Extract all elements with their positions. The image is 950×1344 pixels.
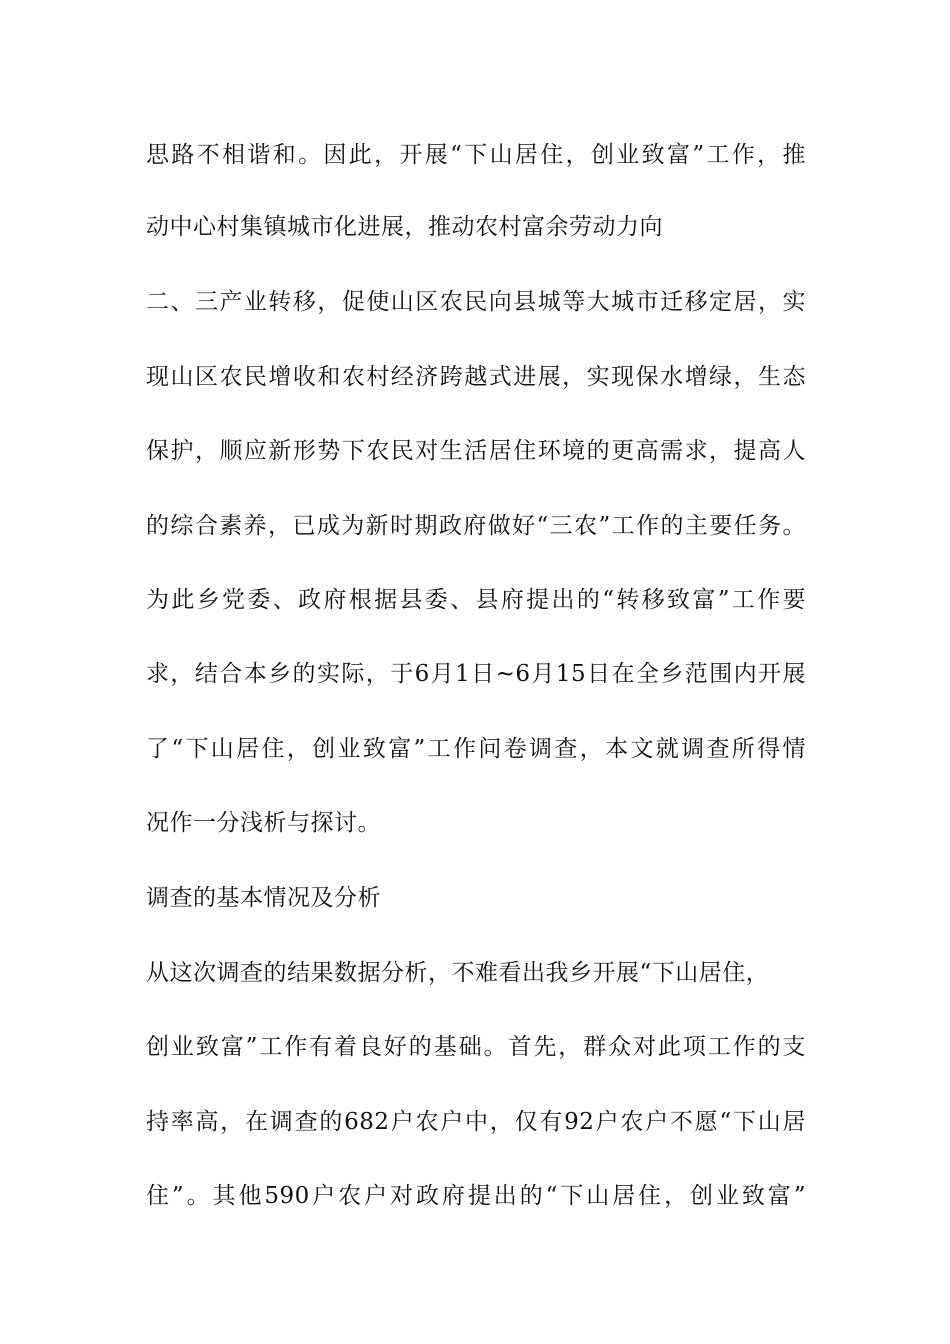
section-heading: 调查的基本情况及分析 [146,885,381,911]
body-text-line: 求，结合本乡的实际，于6月1日~6月15日在全乡范围内开展 [146,661,806,687]
body-text-line: 的综合素养，已成为新时期政府做好“三农”工作的主要任务。 [146,513,806,539]
body-text-line: 思路不相谐和。因此，开展“下山居住，创业致富”工作，推 [146,142,806,168]
body-text-line: 动中心村集镇城市化进展，推动农村富余劳动力向 [146,214,663,240]
body-text-line: 住”。其他590户农户对政府提出的“下山居住，创业致富” [146,1183,806,1209]
body-text-line: 为此乡党委、政府根据县委、县府提出的“转移致富”工作要 [146,587,806,613]
body-text-line: 了“下山居住，创业致富”工作问卷调查，本文就调查所得情 [146,736,806,762]
body-text-line: 二、三产业转移，促使山区农民向县城等大城市迁移定居，实 [146,289,806,315]
body-text-line: 从这次调查的结果数据分析，不难看出我乡开展“下山居住， [146,960,770,986]
body-text-line: 保护，顺应新形势下农民对生活居住环境的更高需求，提高人 [146,438,806,464]
body-text-line: 况作一分浅析与探讨。 [146,810,381,836]
body-text-line: 创业致富”工作有着良好的基础。首先，群众对此项工作的支 [146,1034,806,1060]
body-text-line: 持率高，在调查的682户农户中，仅有92户农户不愿“下山居 [146,1109,806,1135]
body-text-line: 现山区农民增收和农村经济跨越式进展，实现保水增绿，生态 [146,364,806,390]
